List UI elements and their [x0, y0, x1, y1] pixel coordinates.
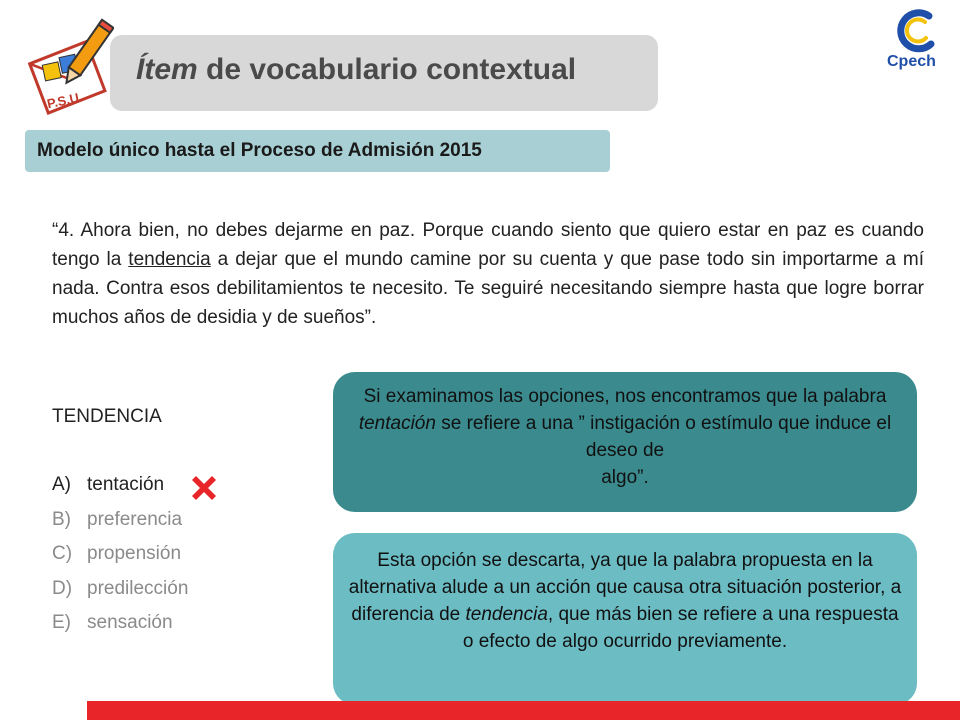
option-letter: A): [52, 474, 71, 495]
title-banner: [110, 35, 658, 111]
option-text: tentación: [87, 474, 165, 495]
option-letter: B): [52, 508, 71, 530]
subtitle-text: Modelo único hasta el Proceso de Admisión 2015: [37, 140, 482, 161]
page-title: [136, 53, 576, 87]
x-mark-icon: [188, 472, 220, 504]
discard-explanation: [333, 533, 917, 705]
option-letter: D): [52, 577, 73, 599]
passage-text-after: a dejar que el mundo camine por su cuenta y que pase todo sin importarme a mí nada. Contra esos debilitamientos te necesito. Te seguiré necesitando siempre hasta que logre borrar muchos años de desidia y de sueños”.: [52, 249, 924, 328]
reading-passage: [52, 216, 924, 332]
option-e[interactable]: [52, 606, 188, 641]
page-title-accent: Ítem: [136, 53, 198, 86]
option-letter: C): [52, 543, 73, 564]
psu-logo-text: P.S.U.: [45, 89, 84, 112]
brand-name: Cpech: [887, 53, 936, 70]
subtitle-banner: [25, 130, 610, 172]
option-text: sensación: [87, 612, 173, 633]
answer-options: [52, 468, 188, 641]
definition-explanation: [333, 372, 917, 512]
footer-bar: [87, 701, 960, 720]
definition-part2: se refiere a una ” instigación o estímulo que induce el deseo de: [435, 413, 892, 461]
definition-italic: tentación: [358, 413, 436, 434]
psu-logo: [22, 16, 114, 116]
page-title-rest: de vocabulario contextual: [197, 53, 577, 86]
option-d[interactable]: [52, 572, 188, 607]
option-b[interactable]: [52, 503, 188, 538]
cpech-logo: [885, 6, 955, 70]
definition-part3: algo”.: [601, 467, 649, 488]
option-a[interactable]: [52, 468, 188, 503]
passage-text-before: “4. Ahora bien, no debes dejarme en paz. Porque cuando siento que quiero estar en paz es cuando tengo la: [52, 220, 924, 270]
option-text: propensión: [87, 543, 182, 564]
option-text: preferencia: [87, 508, 183, 530]
option-letter: E): [52, 612, 71, 633]
definition-part1: Si examinamos las opciones, nos encontramos que la palabra: [363, 386, 887, 407]
discard-part1: Esta opción se descarta, ya que la palabra propuesta en la alternativa alude a un acción que causa otra situación posterior, a diferencia de: [348, 550, 902, 625]
option-text: predilección: [87, 577, 189, 599]
discard-italic: tendencia: [465, 604, 548, 625]
keyword-label: TENDENCIA: [52, 406, 162, 427]
passage-underlined-word: tendencia: [128, 249, 211, 270]
option-c[interactable]: [52, 537, 188, 572]
discard-part2: , que más bien se refiere a una respuesta o efecto de algo ocurrido previamente.: [462, 604, 899, 652]
